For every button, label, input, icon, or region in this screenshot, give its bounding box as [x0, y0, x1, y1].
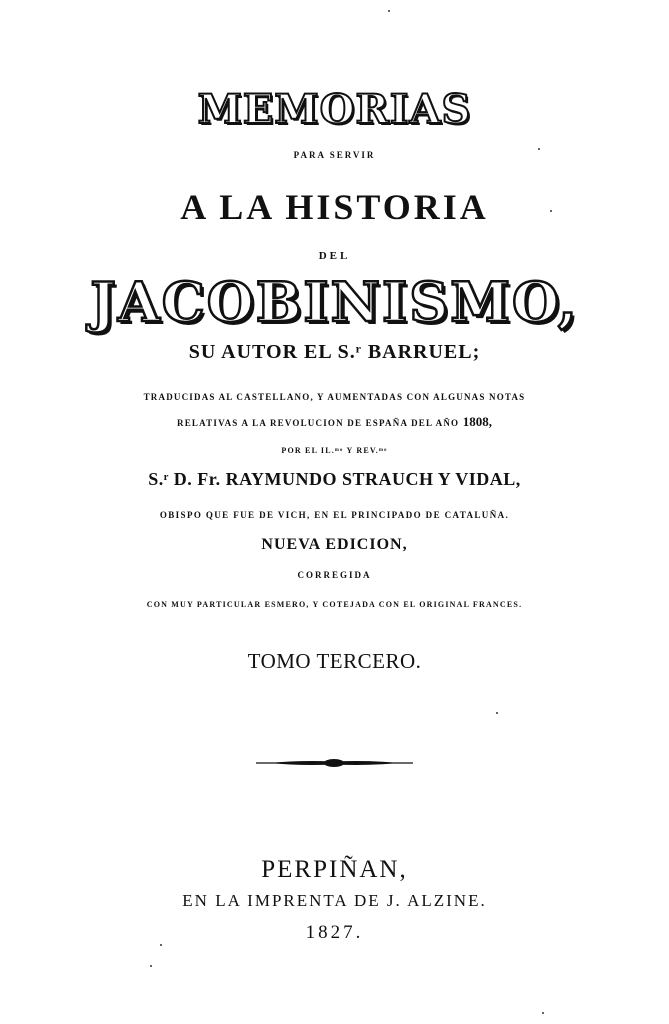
translation-line-2-text: RELATIVAS A LA REVOLUCION DE ESPAÑA DEL AÑO: [177, 418, 460, 428]
paper-speck: [388, 10, 390, 12]
paper-speck: [150, 965, 152, 967]
title-memorias: MEMORIAS: [197, 86, 472, 133]
translator-line: S.ʳ D. Fr. RAYMUNDO STRAUCH Y VIDAL,: [148, 469, 521, 489]
author-line: SU AUTOR EL S.ʳ BARRUEL;: [188, 341, 481, 363]
del-line: DEL: [318, 250, 351, 262]
tomo-line: TOMO TERCERO.: [247, 649, 422, 673]
place-line: PERPIÑAN,: [261, 856, 408, 883]
translation-line-2-year: 1808,: [462, 414, 492, 429]
rule-ornament-icon: [0, 756, 669, 770]
cotejada-line: CON MUY PARTICULAR ESMERO, Y COTEJADA CON EL ORIGINAL FRANCES.: [146, 600, 523, 609]
obispo-line: OBISPO QUE FUE DE VICH, EN EL PRINCIPADO DE CATALUÑA.: [159, 510, 510, 520]
paper-speck: [550, 210, 552, 212]
translation-line-2: [0, 414, 669, 430]
nueva-edicion-line: NUEVA EDICION,: [261, 536, 408, 553]
paper-speck: [542, 1012, 544, 1014]
paper-speck: [538, 148, 540, 150]
year-line: 1827.: [305, 922, 364, 943]
paper-speck: [496, 712, 498, 714]
imprenta-line: EN LA IMPRENTA DE J. ALZINE.: [182, 891, 487, 910]
paper-speck: [160, 944, 162, 946]
translation-line-1: TRADUCIDAS AL CASTELLANO, Y AUMENTADAS CON ALGUNAS NOTAS: [143, 392, 526, 402]
title-jacobinismo: JACOBINISMO,: [90, 270, 579, 334]
title-a-la-historia: A LA HISTORIA: [180, 187, 489, 227]
corregida-line: CORREGIDA: [297, 570, 372, 580]
por-line: POR EL IL.ᵐᵒ Y REV.ᵐᵒ: [281, 446, 388, 455]
para-servir-line: PARA SERVIR: [293, 150, 376, 160]
